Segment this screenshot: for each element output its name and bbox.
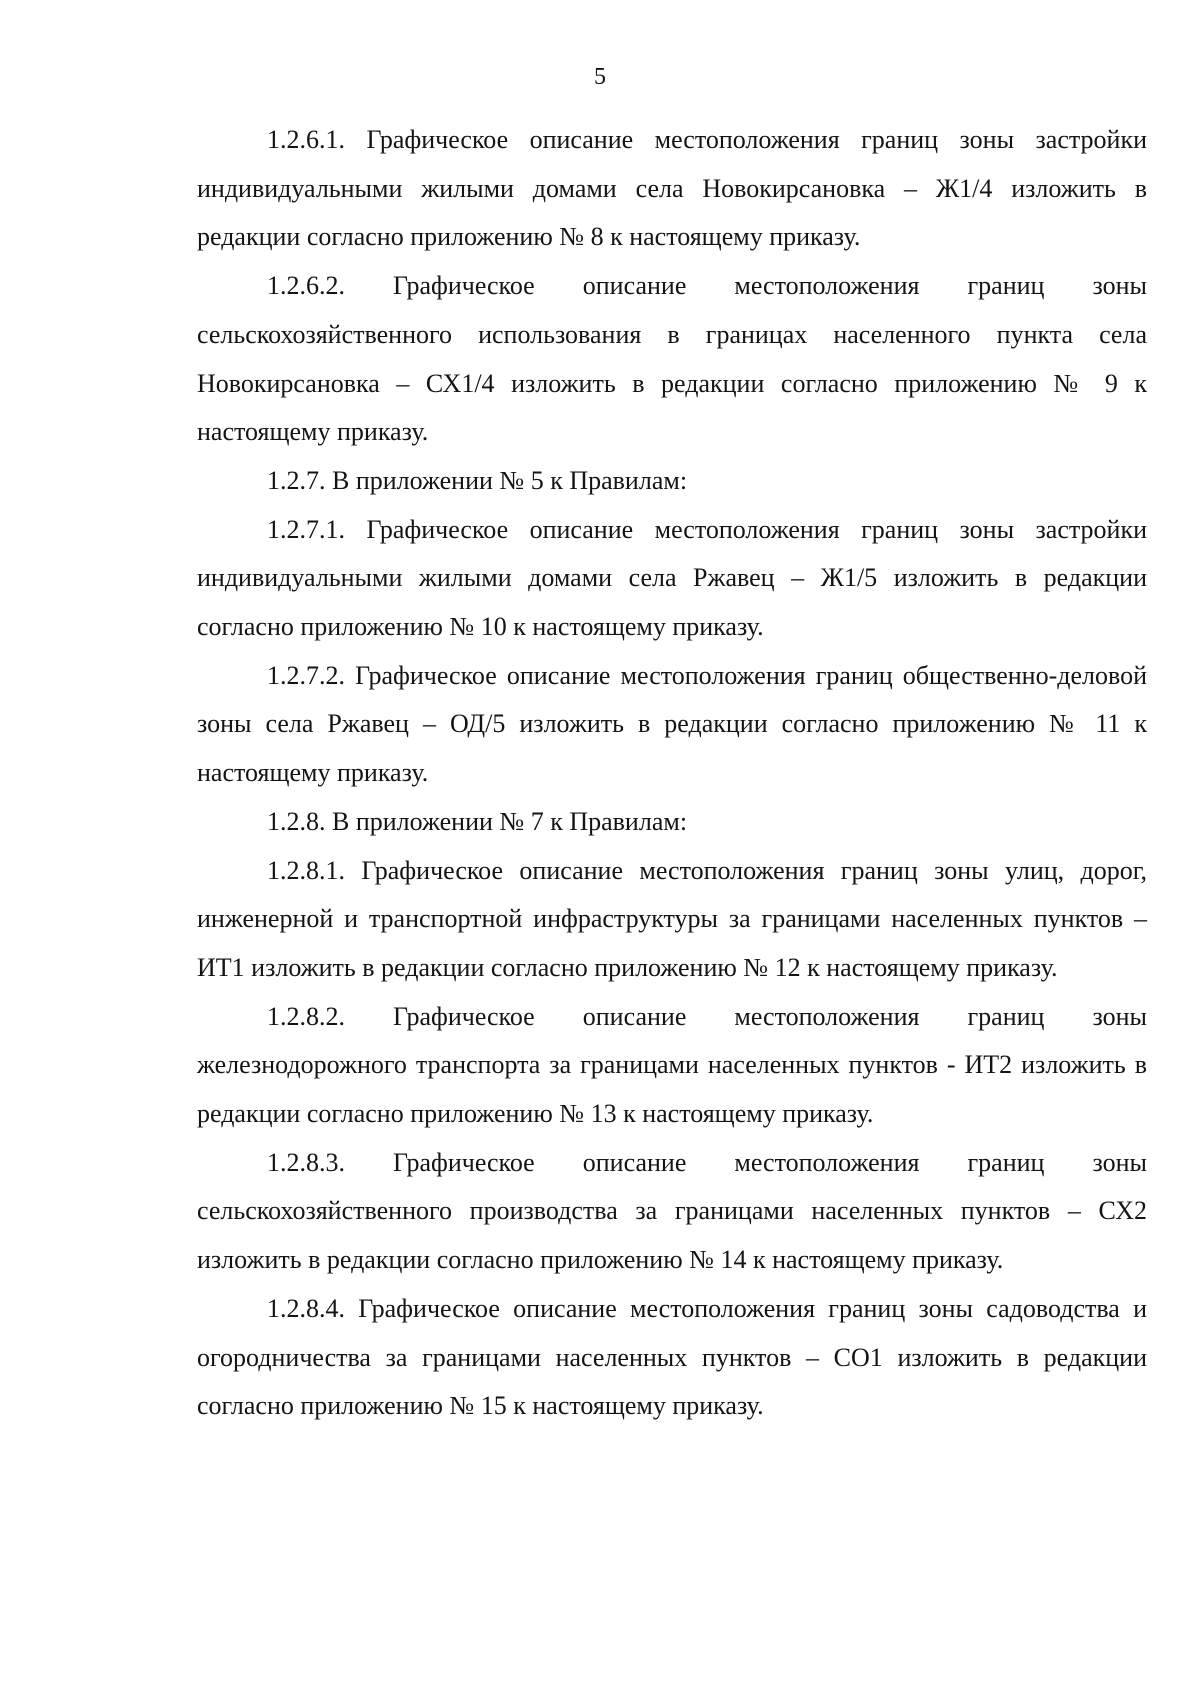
paragraph-1-2-7-1: 1.2.7.1. Графическое описание местоположения границ зоны застройки индивидуальными жилыми домами села Ржавец – Ж1/5 изложить в редакции согласно приложению № 10 к настоящему приказу. (197, 514, 1154, 642)
paragraph-1-2-6-1: 1.2.6.1. Графическое описание местоположения границ зоны застройки индивидуальными жилыми домами села Новокирсановка – Ж1/4 изложить в редакции согласно приложению № 8 к настоящему приказу. (197, 125, 1154, 252)
paragraph-1-2-8: 1.2.8. В приложении № 7 к Правилам: (267, 806, 688, 836)
page-number: 5 (594, 64, 606, 90)
paragraph-1-2-8-4: 1.2.8.4. Графическое описание местоположения границ зоны садоводства и огородничества за границами населенных пунктов – СО1 изложить в редакции согласно приложению № 15 к настоящему приказу. (197, 1293, 1154, 1421)
paragraph-1-2-7: 1.2.7. В приложении № 5 к Правилам: (267, 465, 688, 495)
document-body (197, 116, 1154, 1431)
paragraph-1-2-7-2: 1.2.7.2. Графическое описание местоположения границ общественно-деловой зоны села Ржавец – ОД/5 изложить в редакции согласно приложению № 11 к настоящему приказу. (197, 660, 1154, 788)
paragraph-1-2-8-3: 1.2.8.3. Графическое описание местоположения границ зоны сельскохозяйственного производства за границами населенных пунктов – СХ2 изложить в редакции согласно приложению № 14 к настоящему приказу. (197, 1147, 1154, 1275)
paragraph-1-2-8-2: 1.2.8.2. Графическое описание местоположения границ зоны железнодорожного транспорта за границами населенных пунктов - ИТ2 изложить в редакции согласно приложению № 13 к настоящему приказу. (197, 1001, 1154, 1129)
paragraph-1-2-8-1: 1.2.8.1. Графическое описание местоположения границ зоны улиц, дорог, инженерной и транспортной инфраструктуры за границами населенных пунктов – ИТ1 изложить в редакции согласно приложению № 12 к настоящему приказу. (197, 855, 1154, 982)
paragraph-1-2-6-2: 1.2.6.2. Графическое описание местоположения границ зоны сельскохозяйственного использования в границах населенного пункта села Новокирсановка – СХ1/4 изложить в редакции согласно приложению № 9 к настоящему приказу. (197, 271, 1154, 447)
